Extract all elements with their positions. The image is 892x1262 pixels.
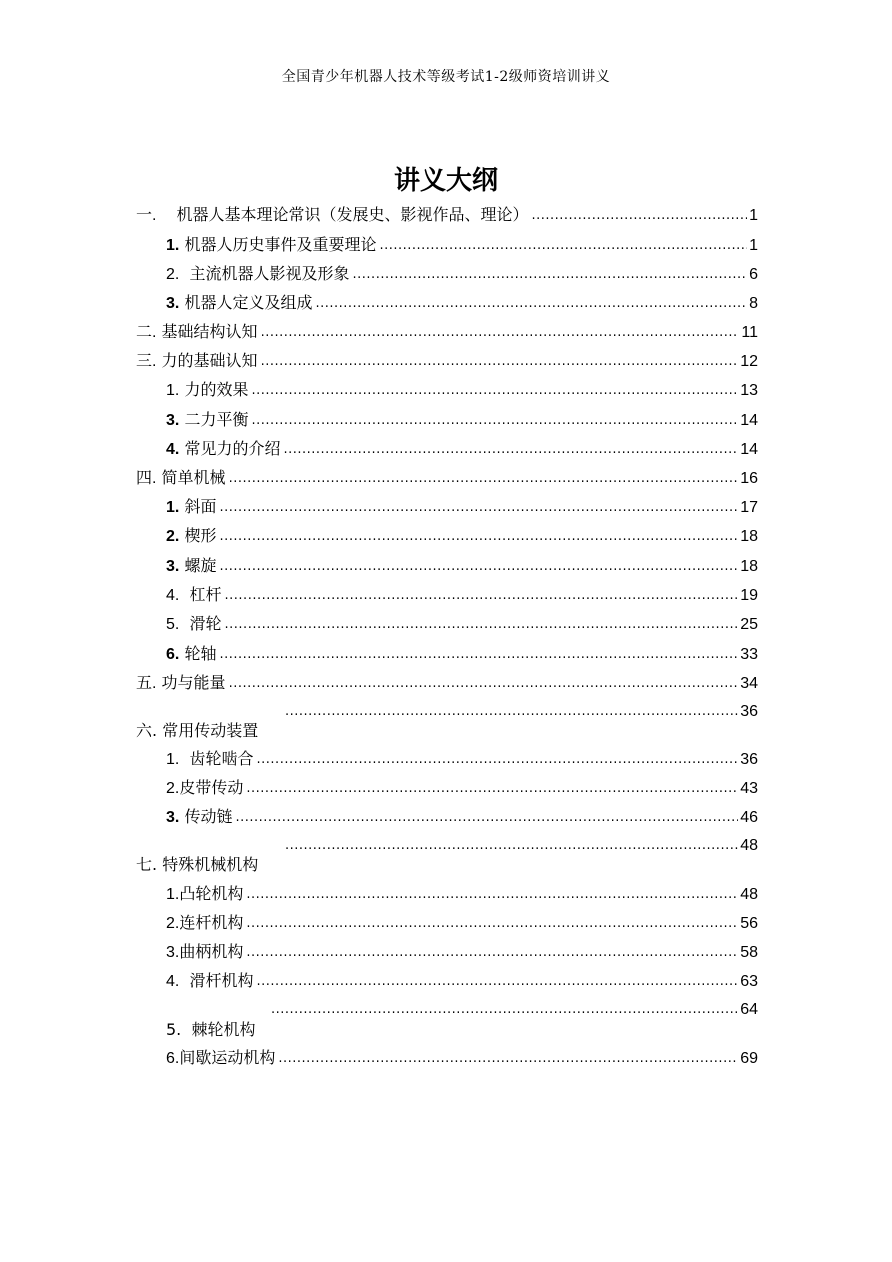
page-number: 69: [740, 1050, 758, 1067]
leader-dots: [219, 498, 738, 518]
page-number: 19: [740, 587, 758, 604]
toc-entry[interactable]: 1. 齿轮啮合 ..... 36: [166, 750, 758, 770]
page-number: 43: [740, 780, 758, 797]
leader-dots: [251, 381, 738, 401]
page-number: 16: [740, 470, 758, 487]
leader-dots: [261, 323, 740, 343]
page-number: 12: [740, 353, 758, 370]
page-number: 56: [740, 915, 758, 932]
toc-entry[interactable]: 5. 棘轮机构: [166, 1020, 256, 1039]
page-number: 64: [740, 1001, 758, 1018]
leader-dots: [285, 836, 738, 856]
toc-leader-line[interactable]: [285, 702, 758, 722]
leader-dots: [219, 557, 738, 577]
page-number: 36: [740, 751, 758, 768]
toc-entry[interactable]: 七. 特殊机械机构: [136, 855, 259, 874]
leader-dots: [225, 615, 739, 635]
leader-dots: [219, 527, 738, 547]
leader-dots: [225, 586, 739, 606]
page-number: 1: [749, 207, 758, 224]
leader-dots: [285, 702, 738, 722]
toc-leader-line[interactable]: [285, 836, 758, 856]
page-number: 13: [740, 382, 758, 399]
leader-dots: [315, 294, 747, 314]
page-number: 33: [740, 646, 758, 663]
toc-entry[interactable]: 3. 二力平衡 ..... 14: [166, 411, 758, 431]
toc-entry[interactable]: 1. 力的效果 ..... 13: [166, 381, 758, 401]
toc-entry[interactable]: 4. 杠杆 ..... 19: [166, 586, 758, 606]
toc-entry[interactable]: 6. 轮轴 ..... 33: [166, 645, 758, 665]
page-number: 25: [740, 616, 758, 633]
toc-entry[interactable]: 五. 功与能量 ..... 34: [136, 674, 758, 694]
page-number: 14: [740, 412, 758, 429]
toc-entry[interactable]: 4. 常见力的介绍 ..... 14: [166, 440, 758, 460]
toc-entry[interactable]: 2.皮带传动 ..... 43: [166, 779, 758, 799]
page-header: 全国青少年机器人技术等级考试1-2级师资培训讲义: [281, 69, 611, 85]
leader-dots: [257, 750, 739, 770]
toc-entry[interactable]: 3.曲柄机构 ..... 58: [166, 943, 758, 963]
toc-entry[interactable]: 3. 机器人定义及组成 ..... 8: [166, 294, 758, 314]
toc-entry[interactable]: 六. 常用传动装置: [136, 721, 259, 740]
leader-dots: [257, 972, 739, 992]
toc-entry[interactable]: 1.凸轮机构 ..... 48: [166, 885, 758, 905]
leader-dots: [235, 808, 738, 828]
toc-entry[interactable]: 3. 螺旋 ..... 18: [166, 557, 758, 577]
page-number: 18: [740, 528, 758, 545]
page-number: 36: [740, 703, 758, 720]
toc-leader-line[interactable]: [271, 1000, 758, 1020]
toc-entry[interactable]: 2. 楔形 ..... 18: [166, 527, 758, 547]
leader-dots: [251, 411, 738, 431]
page-number: 48: [740, 886, 758, 903]
leader-dots: [246, 914, 738, 934]
page-number: 8: [749, 295, 758, 312]
leader-dots: [278, 1049, 738, 1069]
leader-dots: [283, 440, 738, 460]
page-number: 58: [740, 944, 758, 961]
leader-dots: [261, 352, 739, 372]
toc-entry[interactable]: 四. 简单机械 ..... 16: [136, 469, 758, 489]
toc-entry[interactable]: 1. 斜面 ..... 17: [166, 498, 758, 518]
leader-dots: [229, 674, 739, 694]
leader-dots: [271, 1000, 738, 1020]
toc-entry[interactable]: 二. 基础结构认知 ..... 11: [136, 323, 758, 343]
toc-entry[interactable]: 4. 滑杆机构 ..... 63: [166, 972, 758, 992]
leader-dots: [229, 469, 739, 489]
toc-entry[interactable]: 3. 传动链 ..... 46: [166, 808, 758, 828]
page-number: 11: [741, 324, 758, 341]
page-number: 63: [740, 973, 758, 990]
leader-dots: [246, 779, 738, 799]
leader-dots: [379, 236, 747, 256]
toc-entry[interactable]: 6.间歇运动机构 ..... 69: [166, 1049, 758, 1069]
page-number: 46: [740, 809, 758, 826]
page-number: 34: [740, 675, 758, 692]
leader-dots: [531, 206, 747, 226]
toc-entry[interactable]: 一. 机器人基本理论常识（发展史、影视作品、理论） ..... 1: [136, 206, 758, 226]
page-title: 讲义大纲: [393, 166, 498, 196]
page-number: 14: [740, 441, 758, 458]
toc-entry[interactable]: 三. 力的基础认知 ..... 12: [136, 352, 758, 372]
page-number: 18: [740, 558, 758, 575]
toc-entry[interactable]: 5. 滑轮 ..... 25: [166, 615, 758, 635]
leader-dots: [219, 645, 738, 665]
page-number: 1: [749, 237, 758, 254]
leader-dots: [246, 885, 738, 905]
leader-dots: [246, 943, 738, 963]
page-number: 6: [749, 266, 758, 283]
leader-dots: [353, 265, 748, 285]
toc-entry[interactable]: 1. 机器人历史事件及重要理论 ..... 1: [166, 236, 758, 256]
page-number: 48: [740, 837, 758, 854]
toc-entry[interactable]: 2.连杆机构 ..... 56: [166, 914, 758, 934]
toc-entry[interactable]: 2. 主流机器人影视及形象 ..... 6: [166, 265, 758, 285]
page-number: 17: [740, 499, 758, 516]
